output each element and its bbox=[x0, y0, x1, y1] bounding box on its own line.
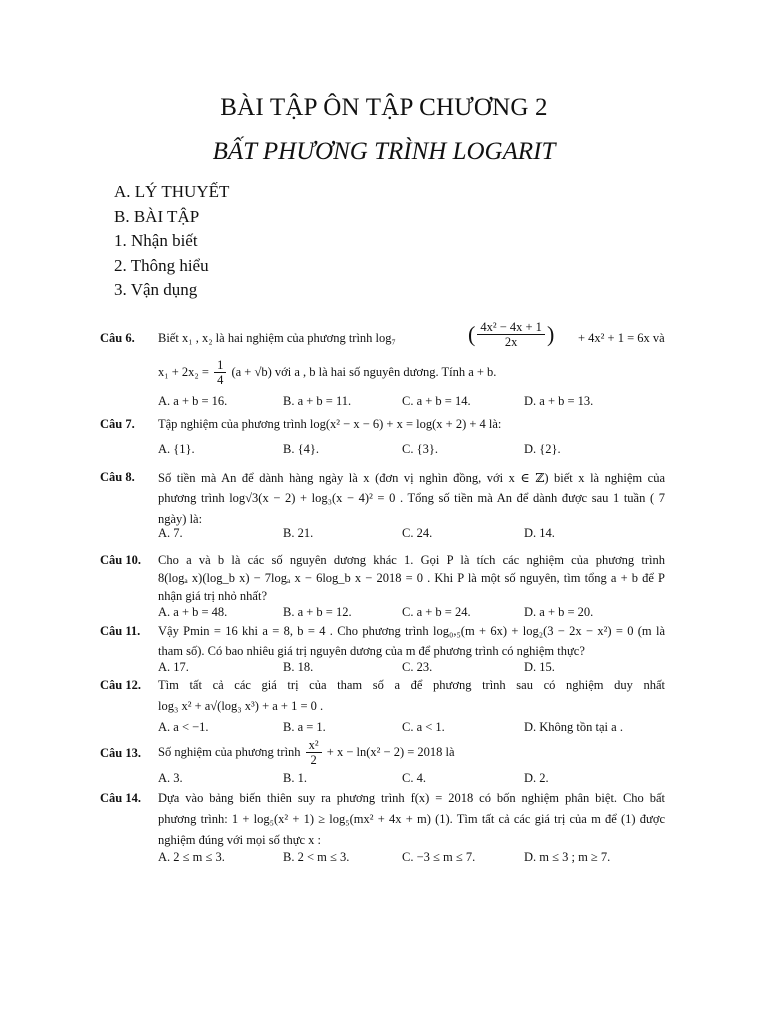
answer-option: A. a < −1. bbox=[158, 720, 209, 734]
question-8 bbox=[100, 470, 665, 542]
question-stem-line bbox=[158, 320, 665, 354]
question-label: Câu 7. bbox=[100, 417, 135, 431]
fraction-numerator: 1 bbox=[214, 358, 226, 373]
question-stem-line: Tìm tất cả các giá trị của tham số a để phương trình sau có nghiệm duy nhất bbox=[158, 678, 665, 692]
question-label: Câu 14. bbox=[100, 791, 141, 805]
question-10 bbox=[100, 553, 665, 623]
question-stem-line: Vậy Pmin = 16 khi a = 8, b = 4 . Cho phương trình log₀,₅(m + 6x) + log₂(3 − 2x − x²) = 0 (m là bbox=[158, 624, 665, 638]
question-stem-line: 8(logₐ x)(log_b x) − 7logₐ x − 6log_b x − 2018 = 0 . Khi P là một số nguyên, tìm tổng a + b để P bbox=[158, 571, 665, 585]
stem-text: + x − ln(x² − 2) = 2018 là bbox=[326, 745, 455, 759]
stem-text: x₁ + 2x₂ = bbox=[158, 365, 209, 379]
question-stem-line: Dựa vào bảng biến thiên suy ra phương trình f(x) = 2018 có bốn nghiệm phân biệt. Cho bất bbox=[158, 791, 665, 805]
answer-option: D. a + b = 13. bbox=[524, 394, 594, 408]
question-7 bbox=[100, 417, 665, 461]
answer-option: C. {3}. bbox=[402, 442, 438, 456]
answer-option: C. −3 ≤ m ≤ 7. bbox=[402, 850, 476, 864]
question-stem-line: log₃ x² + a√(log₃ x³) + a + 1 = 0 . bbox=[158, 699, 324, 713]
outline-list bbox=[114, 180, 229, 303]
question-stem-line: phương trình log√3(x − 2) + log₃(x − 4)² = 0 . Tổng số tiền mà An để dành được sau 1 tuần ( 7 bbox=[158, 491, 665, 505]
answer-option: C. a < 1. bbox=[402, 720, 445, 734]
page-subtitle: BẤT PHƯƠNG TRÌNH LOGARIT bbox=[212, 138, 556, 165]
question-label: Câu 6. bbox=[100, 331, 135, 345]
answer-option: C. 4. bbox=[402, 771, 426, 785]
fraction-denominator: 2 bbox=[310, 753, 317, 767]
stem-text: + 4x² + 1 = 6x và bbox=[578, 331, 665, 345]
outline-item: 1. Nhận biết bbox=[114, 231, 198, 250]
question-label: Câu 12. bbox=[100, 678, 141, 692]
question-12 bbox=[100, 678, 665, 738]
answer-option: A. 3. bbox=[158, 771, 183, 785]
answer-option: B. a + b = 11. bbox=[283, 394, 352, 408]
question-6 bbox=[100, 318, 665, 408]
outline-item: 3. Vận dụng bbox=[114, 280, 198, 299]
answer-option: A. a + b = 48. bbox=[158, 605, 228, 619]
question-label: Câu 13. bbox=[100, 746, 141, 760]
question-stem-line bbox=[158, 358, 496, 387]
answer-option: B. {4}. bbox=[283, 442, 319, 456]
answer-option: B. 18. bbox=[283, 660, 314, 674]
outline-item: B. BÀI TẬP bbox=[114, 206, 200, 226]
answer-option: C. a + b = 24. bbox=[402, 605, 471, 619]
question-stem-line bbox=[158, 738, 455, 767]
stem-text: Biết x₁ , x₂ là hai nghiệm của phương trình log₇ bbox=[158, 331, 396, 345]
answer-option: B. a + b = 12. bbox=[283, 605, 352, 619]
answer-option: D. 15. bbox=[524, 660, 555, 674]
page-title: BÀI TẬP ÔN TẬP CHƯƠNG 2 bbox=[220, 94, 548, 121]
outline-item: 2. Thông hiểu bbox=[114, 255, 209, 275]
answer-option: D. 14. bbox=[524, 526, 555, 540]
answer-option: D. 2. bbox=[524, 771, 549, 785]
answer-option: D. Không tồn tại a . bbox=[524, 720, 623, 734]
question-stem-line: Số tiền mà An để dành hàng ngày là x (đơn vị nghìn đồng, với x ∈ ℤ) biết x là nghiệm của bbox=[158, 471, 665, 485]
fraction-numerator: 4x² − 4x + 1 bbox=[477, 320, 545, 335]
answer-option: B. 21. bbox=[283, 526, 314, 540]
answer-option: C. 24. bbox=[402, 526, 433, 540]
question-stem-line: phương trình: 1 + log₅(x² + 1) ≥ log₅(mx² + 4x + m) (1). Tìm tất cả các giá trị của m để (1) được bbox=[158, 812, 665, 826]
answer-option: C. a + b = 14. bbox=[402, 394, 471, 408]
answer-option: A. 2 ≤ m ≤ 3. bbox=[158, 850, 225, 864]
answer-option: A. a + b = 16. bbox=[158, 394, 228, 408]
question-11 bbox=[100, 624, 665, 676]
answer-option: B. 2 < m ≤ 3. bbox=[283, 850, 350, 864]
question-label: Câu 10. bbox=[100, 553, 141, 567]
question-13 bbox=[100, 738, 665, 788]
answer-option: B. a = 1. bbox=[283, 720, 326, 734]
fraction-numerator: x² bbox=[306, 738, 322, 753]
question-14 bbox=[100, 791, 665, 867]
outline-item: A. LÝ THUYẾT bbox=[114, 182, 230, 201]
question-stem-line: ngày) là: bbox=[158, 512, 203, 526]
question-stem-line: nhận giá trị nhỏ nhất? bbox=[158, 589, 267, 603]
stem-text: (a + √b) với a , b là hai số nguyên dương. Tính a + b. bbox=[231, 365, 497, 379]
question-label: Câu 8. bbox=[100, 470, 135, 484]
question-stem-line: Cho a và b là các số nguyên dương khác 1. Gọi P là tích các nghiệm của phương trình bbox=[158, 553, 665, 567]
answer-option: D. a + b = 20. bbox=[524, 605, 594, 619]
fraction-denominator: 2x bbox=[504, 335, 518, 349]
answer-option: D. {2}. bbox=[524, 442, 561, 456]
stem-text: Số nghiệm của phương trình bbox=[158, 745, 301, 759]
question-stem: Tập nghiệm của phương trình log(x² − x − 6) + x = log(x + 2) + 4 là: bbox=[158, 417, 502, 431]
answer-option: A. 7. bbox=[158, 526, 183, 540]
answer-option: B. 1. bbox=[283, 771, 307, 785]
log-fraction: ( $\frac{\text{4x² − 4x + 1}}{2x}$ ) bbox=[468, 320, 555, 349]
question-stem-line: tham số). Có bao nhiêu giá trị nguyên dương của m để phương trình có nghiệm thực? bbox=[158, 644, 585, 658]
question-stem-line: nghiệm đúng với mọi số thực x : bbox=[158, 833, 322, 847]
fraction-denominator: 4 bbox=[217, 373, 224, 387]
answer-option: A. {1}. bbox=[158, 442, 195, 456]
answer-option: C. 23. bbox=[402, 660, 433, 674]
answer-option: A. 17. bbox=[158, 660, 189, 674]
answer-option: D. m ≤ 3 ; m ≥ 7. bbox=[524, 850, 611, 864]
question-label: Câu 11. bbox=[100, 624, 141, 638]
